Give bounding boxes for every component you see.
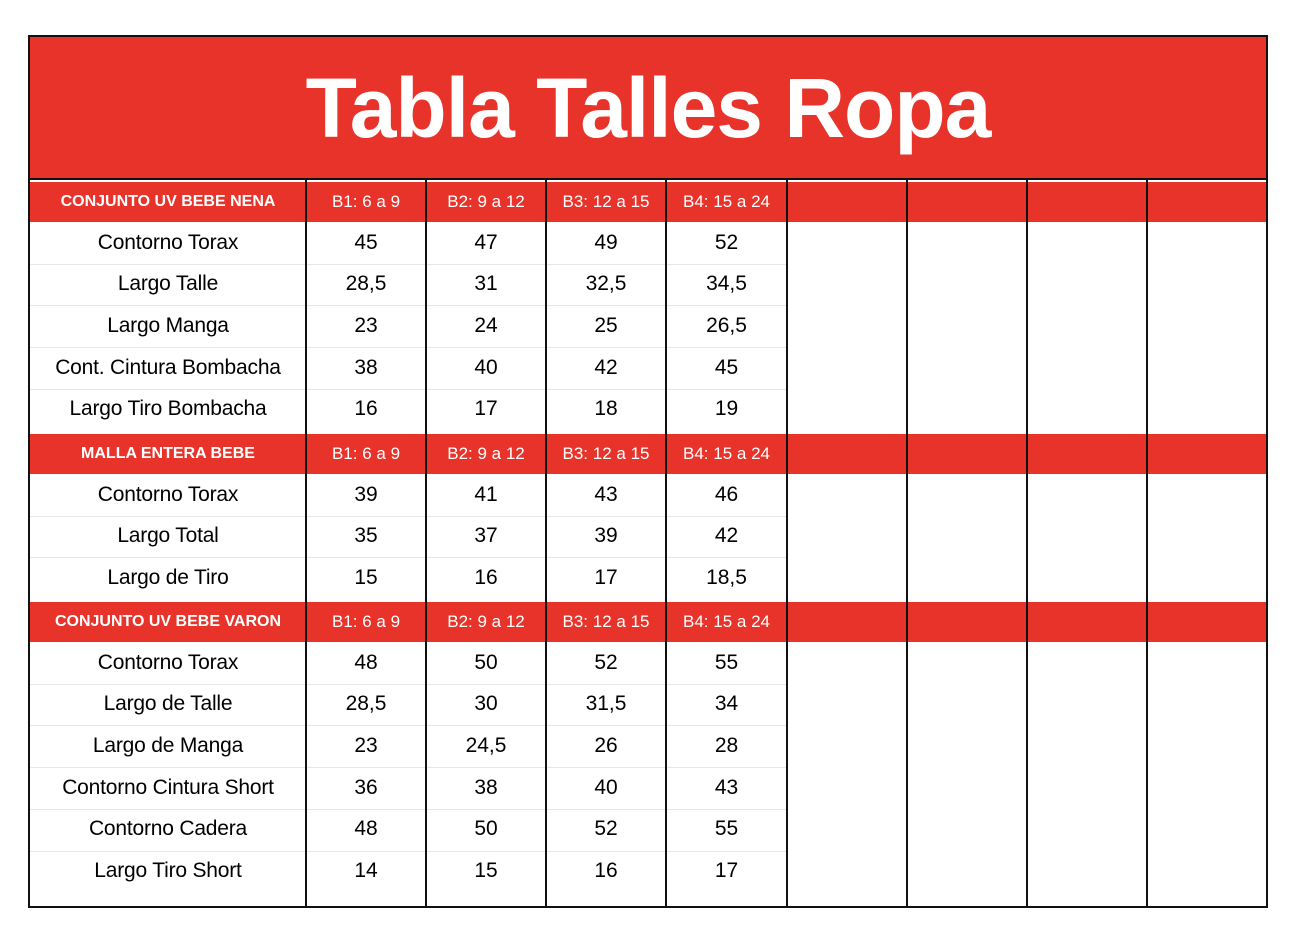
measurement-value: 25: [594, 313, 618, 337]
measurement-value: 42: [594, 355, 618, 379]
table-row: [30, 474, 1266, 515]
measurement-value: 50: [474, 817, 498, 841]
column-divider: [545, 180, 547, 906]
section-header-row: [30, 182, 1266, 222]
measurement-value: 32,5: [585, 272, 627, 296]
column-divider: [1026, 180, 1028, 906]
measurement-value: 34,5: [706, 272, 747, 296]
measurement-value: 36: [354, 775, 378, 799]
measurement-value: 47: [474, 230, 498, 254]
measurement-value: 15: [354, 565, 378, 589]
measurement-value: 48: [354, 650, 378, 674]
measurement-label: Contorno Cadera: [88, 817, 248, 841]
measurement-value: 17: [714, 859, 739, 882]
column-divider: [786, 180, 788, 906]
table-row: [30, 684, 1266, 725]
measurement-value: 28,5: [345, 272, 387, 296]
table-row: [30, 557, 1266, 598]
measurement-value: 31: [474, 272, 498, 296]
measurement-value: 16: [474, 565, 498, 589]
size-header-cell: B4: 15 a 24: [683, 192, 770, 211]
measurement-value: 42: [714, 524, 739, 548]
measurement-label: Largo de Talle: [103, 692, 233, 716]
measurement-label: Largo Manga: [107, 313, 229, 337]
measurement-value: 49: [594, 230, 618, 254]
measurement-value: 55: [714, 650, 739, 674]
measurement-label: Largo Tiro Short: [94, 859, 242, 882]
measurement-value: 14: [354, 859, 378, 882]
size-header-cell: B3: 12 a 15: [562, 444, 650, 463]
measurement-label: Largo de Tiro: [107, 565, 229, 589]
page-title: Tabla Talles Ropa: [305, 60, 991, 155]
table-row: [30, 347, 1266, 388]
table-row: [30, 264, 1266, 305]
measurement-value: 17: [594, 565, 618, 589]
measurement-value: 16: [594, 859, 618, 882]
measurement-value: 40: [474, 355, 498, 379]
column-divider: [305, 180, 307, 906]
measurement-value: 41: [474, 482, 498, 506]
measurement-value: 50: [474, 650, 498, 674]
measurement-label: Contorno Torax: [97, 650, 239, 674]
measurement-value: 52: [714, 230, 739, 254]
measurement-value: 43: [714, 775, 739, 799]
measurement-value: 37: [474, 524, 498, 548]
measurement-value: 15: [474, 859, 498, 882]
measurement-value: 40: [594, 775, 618, 799]
column-divider: [425, 180, 427, 906]
table-row: [30, 809, 1266, 850]
measurement-value: 23: [354, 733, 378, 757]
column-divider: [665, 180, 667, 906]
measurement-label: Contorno Torax: [97, 230, 239, 254]
measurement-value: 55: [714, 817, 739, 841]
section-label: MALLA ENTERA BEBE: [81, 445, 255, 462]
measurement-value: 46: [714, 482, 739, 506]
measurement-value: 52: [594, 817, 618, 841]
size-header-cell: B2: 9 a 12: [447, 612, 525, 631]
measurement-value: 35: [354, 524, 378, 548]
size-header-cell: B1: 6 a 9: [331, 192, 401, 211]
measurement-value: 28: [714, 733, 739, 757]
table-row: [30, 305, 1266, 346]
size-header-cell: B3: 12 a 15: [562, 192, 650, 211]
table-row: [30, 851, 1266, 892]
section-header-row: [30, 602, 1266, 642]
size-header-cell: B4: 15 a 24: [683, 444, 770, 463]
size-header-cell: B3: 12 a 15: [562, 612, 650, 631]
measurement-value: 24,5: [465, 733, 507, 757]
measurement-label: Cont. Cintura Bombacha: [55, 355, 281, 379]
measurement-value: 45: [714, 355, 739, 379]
size-header-cell: B1: 6 a 9: [331, 444, 401, 463]
table-row: [30, 222, 1266, 263]
measurement-value: 39: [354, 482, 378, 506]
measurement-label: Largo Tiro Bombacha: [69, 397, 267, 421]
measurement-label: Contorno Cintura Short: [62, 775, 274, 799]
measurement-value: 16: [354, 397, 378, 421]
measurement-value: 48: [354, 817, 378, 841]
size-header-cell: B2: 9 a 12: [447, 444, 525, 463]
measurement-value: 18,5: [706, 565, 747, 589]
measurement-value: 17: [474, 397, 498, 421]
table-row: [30, 767, 1266, 808]
measurement-value: 23: [354, 313, 378, 337]
measurement-label: Contorno Torax: [97, 482, 239, 506]
measurement-value: 30: [474, 692, 498, 716]
section-label: CONJUNTO UV BEBE VARON: [54, 613, 282, 630]
table-row: [30, 642, 1266, 683]
section-label: CONJUNTO UV BEBE NENA: [60, 193, 276, 210]
size-header-cell: B2: 9 a 12: [447, 192, 525, 211]
section-header-row: [30, 434, 1266, 474]
size-chart-table: [28, 35, 1268, 908]
measurement-value: 52: [594, 650, 618, 674]
column-divider: [906, 180, 908, 906]
measurement-label: Largo Talle: [117, 272, 219, 296]
measurement-value: 38: [474, 775, 498, 799]
table-row: [30, 725, 1266, 766]
size-header-cell: B4: 15 a 24: [683, 612, 770, 631]
measurement-value: 39: [594, 524, 618, 548]
measurement-value: 31,5: [585, 692, 627, 716]
measurement-value: 24: [474, 313, 498, 337]
measurement-value: 26: [594, 733, 618, 757]
measurement-value: 26,5: [706, 313, 747, 337]
measurement-value: 38: [354, 355, 378, 379]
table-row: [30, 389, 1266, 430]
column-divider: [1146, 180, 1148, 906]
table-row: [30, 516, 1266, 557]
measurement-value: 18: [594, 397, 618, 421]
measurement-value: 19: [714, 397, 739, 421]
size-header-cell: B1: 6 a 9: [331, 612, 401, 631]
title-bar: [30, 37, 1266, 180]
measurement-value: 34: [714, 692, 739, 716]
measurement-label: Largo Total: [117, 524, 219, 548]
measurement-value: 28,5: [345, 692, 387, 716]
measurement-label: Largo de Manga: [92, 733, 244, 757]
measurement-value: 45: [354, 230, 378, 254]
measurement-value: 43: [594, 482, 618, 506]
